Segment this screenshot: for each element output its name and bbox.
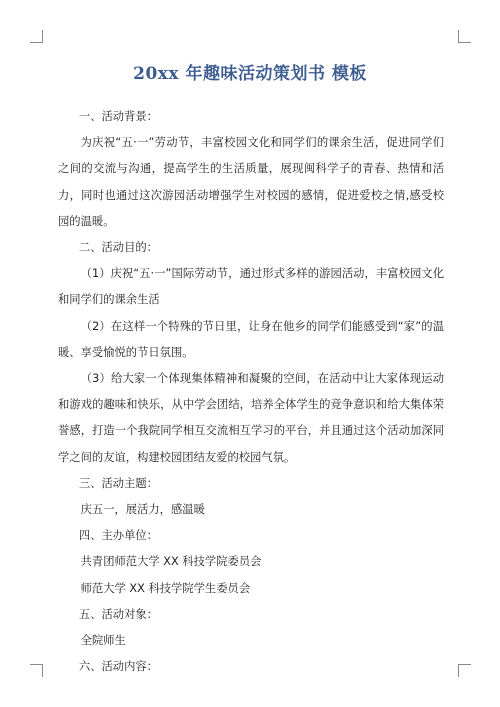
purpose-item-3: （3）给大家一个体现集体精神和凝聚的空间，在活动中让大家体现运动和游戏的趣味和快乐，从中学会团结，培养全体学生的竞争意识和给大集体荣誉感，打造一个我院同学相互交流相互学习的平台，并且通过这个活动加深同学之间的友谊，构建校园团结友爱的校园气氛。	[58, 372, 444, 464]
crop-mark-bottom-right	[458, 664, 471, 677]
crop-mark-bottom-left	[30, 664, 43, 677]
purpose-item-2: （2）在这样一个特殊的节日里，让身在他乡的同学们能感受到“家”的温暖、享受愉悦的节日氛围。	[58, 319, 444, 359]
document-body	[58, 104, 444, 680]
section-heading-theme: 三、活动主题：	[78, 476, 158, 490]
theme-text: 庆五一，展活力，感温暖	[80, 503, 205, 517]
organizer-line-1: 共青团师范大学 XX 科技学院委员会	[80, 555, 262, 569]
purpose-item-1: （1）庆祝“五·一”国际劳动节，通过形式多样的游园活动，丰富校园文化和同学们的课余生活	[58, 267, 444, 307]
crop-mark-top-left	[30, 30, 43, 43]
organizer-line-2: 师范大学 XX 科技学院学生委员会	[80, 581, 251, 595]
section-heading-background: 一、活动背景：	[78, 110, 158, 123]
section-heading-audience: 五、活动对象：	[78, 607, 158, 621]
section-heading-content: 六、活动内容：	[78, 660, 158, 674]
section-heading-organizer: 四、主办单位：	[78, 529, 158, 543]
background-paragraph: 为庆祝“五·一”劳动节，丰富校园文化和同学们的课余生活，促进同学们之间的交流与沟通，提高学生的生活质量，展现闽科学子的青春、热情和活力，同时也通过这次游园活动增强学生对校园的感情，促进爱校之情,感受校园的温暖。	[58, 136, 444, 228]
section-heading-purpose: 二、活动目的：	[78, 241, 158, 255]
document-title: 20xx 年趣味活动策划书 模板	[133, 64, 367, 84]
audience-text: 全院师生	[80, 634, 126, 648]
crop-mark-top-right	[458, 30, 471, 43]
